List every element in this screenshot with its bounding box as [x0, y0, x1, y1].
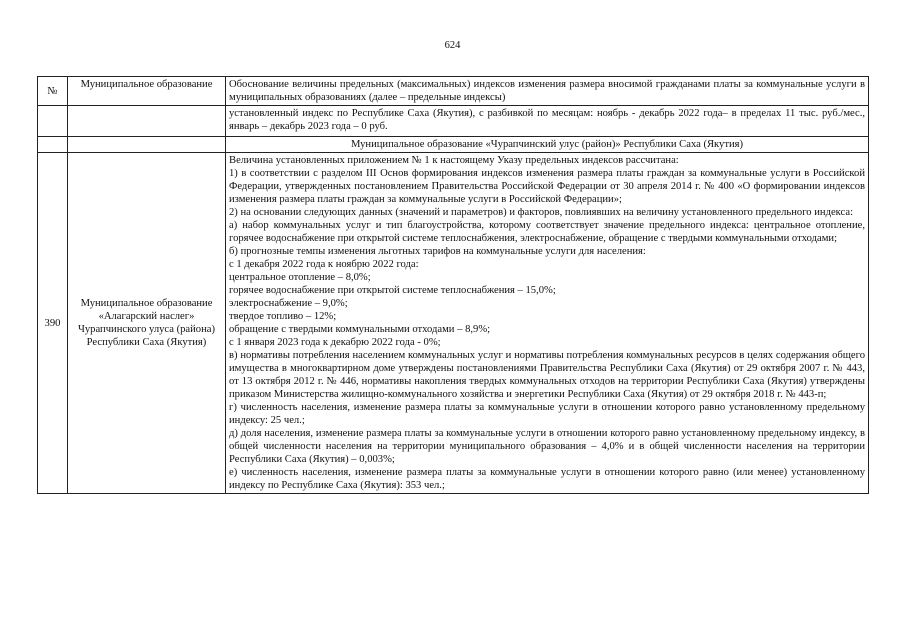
justification-paragraph: твердое топливо – 12%; — [229, 311, 337, 322]
justification-paragraph: горячее водоснабжение при открытой системе теплоснабжения – 15,0%; — [229, 285, 556, 296]
continuation-empty-municipality — [68, 106, 226, 137]
justification-paragraph: г) численность населения, изменение размера платы за коммунальные услуги в отношении которого равно установленному предельному индексу: 25 чел.; — [229, 402, 865, 426]
header-number: № — [38, 77, 68, 106]
justification-paragraph: а) набор коммунальных услуг и тип благоустройства, которому соответствует значение предельного индекса: центральное отопление, горячее водоснабжение при открытой системе теплоснабжения, электроснабжение, обращение с твердыми коммунальными отходами; — [229, 220, 865, 244]
justification-paragraph: е) численность населения, изменение размера платы за коммунальные услуги в отношении которого равно (или менее) установленному индексу по Республике Саха (Якутия): 353 чел.; — [229, 467, 865, 491]
page-number: 624 — [444, 40, 461, 51]
justification-paragraph: б) прогнозные темпы изменения льготных тарифов на коммунальные услуги для населения: — [229, 246, 646, 257]
row-justification — [226, 153, 869, 494]
table-row — [38, 153, 869, 494]
row-number: 390 — [38, 153, 68, 494]
section-title-row — [38, 137, 869, 153]
section-empty-number — [38, 137, 68, 153]
justification-paragraph: с 1 января 2023 года к декабрю 2022 года - 0%; — [229, 337, 441, 348]
section-title: Муниципальное образование «Чурапчинский улус (район)» Республики Саха (Якутия) — [226, 137, 869, 153]
row-municipality: Муниципальное образование «Алагарский наслег» Чурапчинского улуса (района) Республики Саха (Якутия) — [68, 153, 226, 494]
justification-paragraph: центральное отопление – 8,0%; — [229, 272, 371, 283]
indices-table — [37, 76, 869, 494]
justification-paragraph: в) нормативы потребления населением коммунальных услуг и нормативы потребления коммунальных ресурсов в целях содержания общего имущества в многоквартирном доме утверждены постановлениями Правительства Республики Саха (Якутия) от 29 октября 2007 г. № 443, от 13 октября 2012 г. № 446, нормативы накопления твердых коммунальных отходов на территории Республики Саха (Якутия) утверждены приказом Министерства жилищно-коммунального хозяйства и энергетики Республики Саха (Якутия) от 29 октября 2018 г. № 443-п; — [229, 350, 865, 400]
continuation-empty-number — [38, 106, 68, 137]
continuation-text: установленный индекс по Республике Саха (Якутия), с разбивкой по месяцам: ноябрь - декабрь 2022 года– в пределах 11 тыс. руб./мес., январь – декабрь 2023 года – 0 руб. — [226, 106, 869, 137]
section-empty-municipality — [68, 137, 226, 153]
header-justification: Обоснование величины предельных (максимальных) индексов изменения размера вносимой гражданами платы за коммунальные услуги в муниципальных образованиях (далее – предельные индексы) — [226, 77, 869, 106]
justification-paragraph: 2) на основании следующих данных (значений и параметров) и факторов, повлиявших на величину установленного предельного индекса: — [229, 207, 854, 218]
justification-paragraph: д) доля населения, изменение размера платы за коммунальные услуги в отношении которого равно установленному предельному индексу, в общей численности населения на территории муниципального образования – 4,0% и в общей численности населения на территории Республики Саха (Якутия) – 0,003%; — [229, 428, 865, 465]
header-municipality: Муниципальное образование — [68, 77, 226, 106]
justification-paragraph: 1) в соответствии с разделом III Основ формирования индексов изменения размера платы граждан за коммунальные услуги в Российской Федерации, утвержденных постановлением Правительства Российской Федерации от 30 апреля 2014 г. № 400 «О формировании индексов изменения размера платы граждан за коммунальные услуги в Российской Федерации»; — [229, 168, 865, 205]
continuation-row — [38, 106, 869, 137]
table-header-row — [38, 77, 869, 106]
justification-paragraph: обращение с твердыми коммунальными отходами – 8,9%; — [229, 324, 491, 335]
justification-paragraph: Величина установленных приложением № 1 к настоящему Указу предельных индексов рассчитана: — [229, 155, 679, 166]
justification-paragraph: с 1 декабря 2022 года к ноябрю 2022 года: — [229, 259, 419, 270]
justification-paragraph: электроснабжение – 9,0%; — [229, 298, 348, 309]
